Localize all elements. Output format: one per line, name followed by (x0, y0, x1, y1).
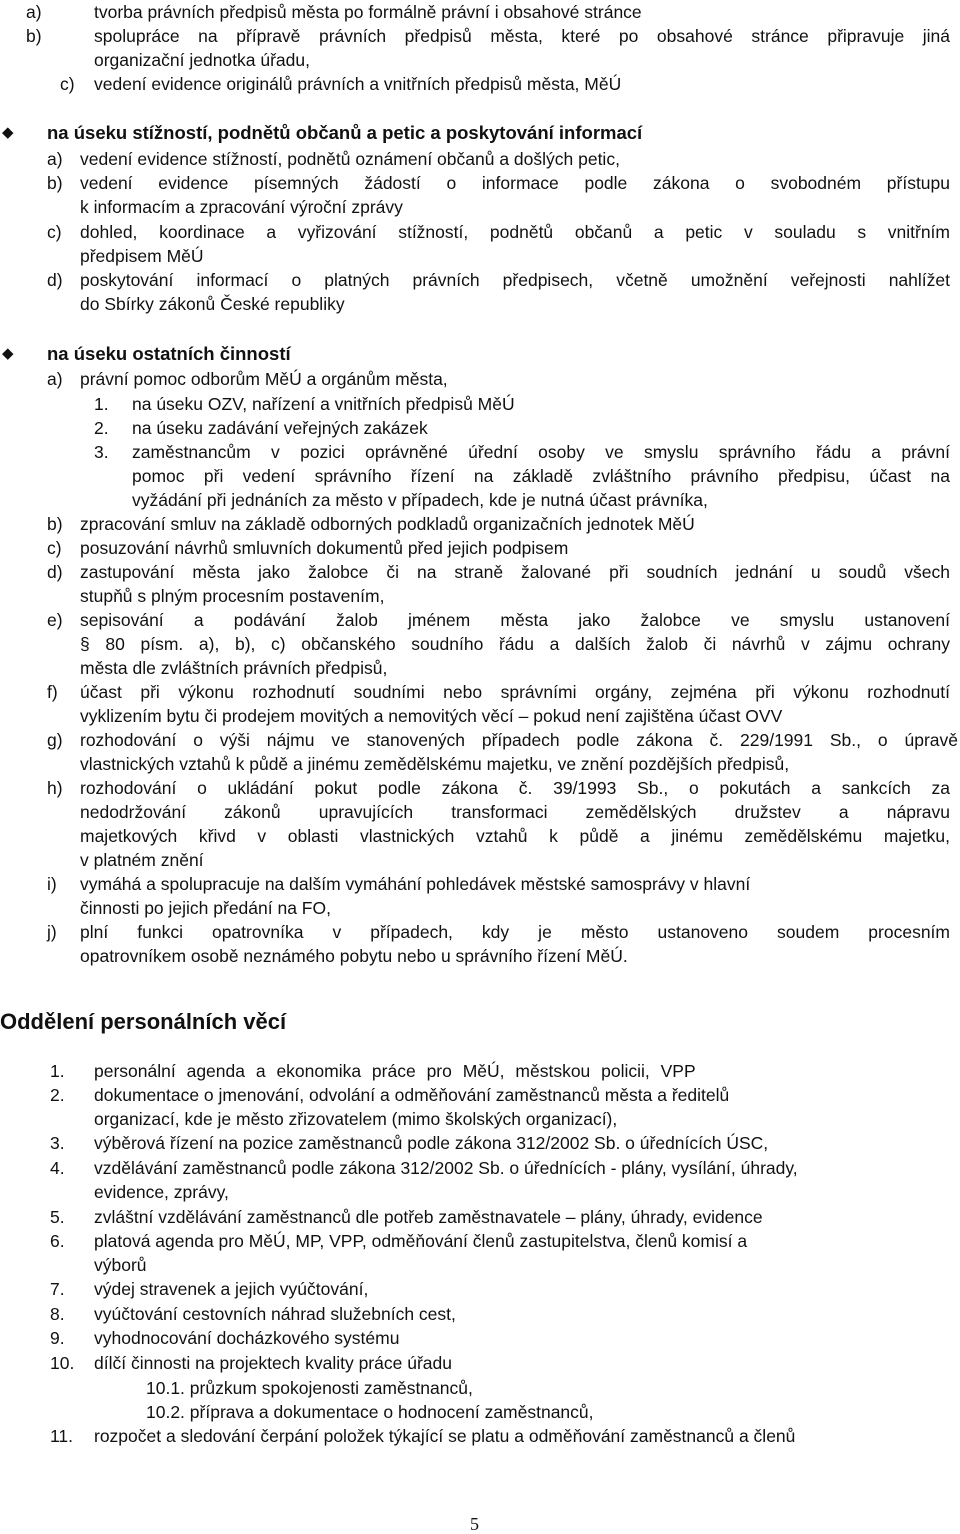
list-marker: h) (47, 778, 63, 798)
list-item-text: vyhodnocování docházkového systému (94, 1328, 400, 1348)
list-item-text: vedení evidence písemných žádostí o informace podle zákona o svobodném přístupu (80, 173, 950, 193)
list-marker: i) (47, 874, 57, 894)
list-item-text: posuzování návrhů smluvních dokumentů před jejich podpisem (80, 538, 569, 558)
list-marker: 10. (50, 1353, 75, 1373)
list-item-text: vymáhá a spolupracuje na dalším vymáhání pohledávek městské samosprávy v hlavní (80, 874, 751, 894)
list-item-text: předpisem MěÚ (80, 246, 204, 266)
list-item-text: spolupráce na přípravě právních předpisů města, které po obsahové stránce připravuje jiná (94, 26, 950, 46)
list-marker: a) (47, 149, 63, 169)
list-item-text: města dle zvláštních právních předpisů, (80, 658, 388, 678)
list-item-text: organizační jednotka úřadu, (94, 50, 310, 70)
list-item-text: nedodržování zákonů upravujících transformaci zemědělských družstev a nápravu (80, 802, 950, 822)
list-item-text: evidence, zprávy, (94, 1182, 229, 1202)
list-item-text: poskytování informací o platných právních předpisech, včetně umožnění veřejnosti nahlížet (80, 270, 950, 290)
list-item-text: zastupování města jako žalobce či na straně žalované při soudních jednání u soudů všech (80, 562, 950, 582)
list-marker: j) (47, 922, 57, 942)
list-marker: b) (47, 173, 63, 193)
list-item-text: vyúčtování cestovních náhrad služebních cest, (94, 1304, 456, 1324)
list-marker: e) (47, 610, 63, 630)
list-item-text: vyžádání při jednáních za město v případech, kde je nutná účast právníka, (132, 490, 708, 510)
list-item-text: do Sbírky zákonů České republiky (80, 294, 345, 314)
list-marker: 4. (50, 1158, 65, 1178)
list-item-text: stupňů s plným procesním postavením, (80, 586, 385, 606)
list-item-text: v platném znění (80, 850, 204, 870)
list-marker: 5. (50, 1207, 65, 1227)
list-item-text: k informacím a zpracování výroční zprávy (80, 197, 403, 217)
section-heading: na úseku stížností, podnětů občanů a petic a poskytování informací (47, 122, 643, 143)
list-marker: 3. (94, 442, 109, 462)
list-item-text: výborů (94, 1255, 147, 1275)
list-marker: 11. (50, 1426, 74, 1446)
section-heading: na úseku ostatních činností (47, 343, 291, 364)
list-marker: d) (47, 562, 63, 582)
diamond-bullet-icon: ◆ (2, 345, 14, 362)
list-marker: f) (47, 682, 58, 702)
list-marker: 1. (50, 1061, 65, 1081)
list-item-text: činnosti po jejich předání na FO, (80, 898, 331, 918)
list-item-text: rozhodování o výši nájmu ve stanovených případech podle zákona č. 229/1991 Sb., o úpravě (80, 730, 958, 750)
list-marker: 9. (50, 1328, 65, 1348)
list-marker: g) (47, 730, 63, 750)
list-item-text: 10.1. průzkum spokojenosti zaměstnanců, (146, 1378, 473, 1398)
list-item-text: rozhodování o ukládání pokut podle zákona č. 39/1993 Sb., o pokutách a sankcích za (80, 778, 950, 798)
list-item-text: majetkových křivd v oblasti vlastnických vztahů k půdě a jinému zemědělskému majetku, (80, 826, 950, 846)
list-marker: c) (60, 74, 75, 94)
list-marker: c) (47, 538, 62, 558)
list-item-text: vyklizením bytu či prodejem movitých a nemovitých věcí – pokud není zajištěna účast OVV (80, 706, 783, 726)
list-marker: 6. (50, 1231, 65, 1251)
list-marker: a) (47, 369, 63, 389)
list-item-text: dílčí činnosti na projektech kvality práce úřadu (94, 1353, 452, 1373)
list-marker: 3. (50, 1133, 65, 1153)
list-item-text: platová agenda pro MěÚ, MP, VPP, odměňování členů zastupitelstva, členů komisí a (94, 1231, 748, 1251)
list-item-text: opatrovníkem osobě neznámého pobytu nebo u správního řízení MěÚ. (80, 946, 628, 966)
list-item-text: pomoc při vedení správního řízení na základě zvláštního právního předpisu, účast na (132, 466, 950, 486)
list-marker: 2. (50, 1085, 65, 1105)
list-item-text: § 80 písm. a), b), c) občanského soudního řádu a dalších žalob či návrhů v zájmu ochrany (80, 634, 950, 654)
list-marker: 2. (94, 418, 109, 438)
list-marker: 8. (50, 1304, 65, 1324)
list-marker: b) (47, 514, 63, 534)
list-item-text: plní funkci opatrovníka v případech, kdy je město ustanoveno soudem procesním (80, 922, 950, 942)
list-item-text: vedení evidence originálů právních a vnitřních předpisů města, MěÚ (94, 74, 622, 94)
list-item-text: výběrová řízení na pozice zaměstnanců podle zákona 312/2002 Sb. o úřednících ÚSC, (94, 1133, 769, 1153)
list-marker: d) (47, 270, 63, 290)
list-item-text: personální agenda a ekonomika práce pro MěÚ, městskou policii, VPP (94, 1061, 696, 1081)
list-item-text: dokumentace o jmenování, odvolání a odměňování zaměstnanců města a ředitelů (94, 1085, 730, 1105)
list-marker: a) (26, 2, 42, 22)
list-item-text: vzdělávání zaměstnanců podle zákona 312/2002 Sb. o úřednících - plány, vysílání, úhrady, (94, 1158, 798, 1178)
list-marker: 7. (50, 1279, 65, 1299)
list-item-text: zaměstnancům v pozici oprávněné úřední osoby ve smyslu správního řádu a právní (132, 442, 950, 462)
list-marker: 1. (94, 394, 109, 414)
list-item-text: účast při výkonu rozhodnutí soudními nebo správními orgány, zejména při výkonu rozhodnutí (80, 682, 950, 702)
list-item-text: vlastnických vztahů k půdě a jinému zemědělskému majetku, ve znění pozdějších předpisů, (80, 754, 790, 774)
list-item-text: vedení evidence stížností, podnětů oznámení občanů a došlých petic, (80, 149, 620, 169)
list-item-text: sepisování a podávání žalob jménem města jako žalobce ve smyslu ustanovení (80, 610, 950, 630)
list-item-text: zvláštní vzdělávání zaměstnanců dle potřeb zaměstnavatele – plány, úhrady, evidence (94, 1207, 763, 1227)
list-item-text: rozpočet a sledování čerpání položek týkající se platu a odměňování zaměstnanců a členů (94, 1426, 796, 1446)
list-item-text: zpracování smluv na základě odborných podkladů organizačních jednotek MěÚ (80, 514, 695, 534)
list-item-text: právní pomoc odborům MěÚ a orgánům města, (80, 369, 448, 389)
list-item-text: dohled, koordinace a vyřizování stížností, podnětů občanů a petic v souladu s vnitřním (80, 222, 950, 242)
section-title: Oddělení personálních věcí (0, 1009, 287, 1034)
list-item-text: výdej stravenek a jejich vyúčtování, (94, 1279, 369, 1299)
list-item-text: organizací, kde je město zřizovatelem (mimo školských organizací), (94, 1109, 618, 1129)
list-item-text: na úseku zadávání veřejných zakázek (132, 418, 428, 438)
list-marker: b) (26, 26, 42, 46)
page-number: 5 (470, 1514, 479, 1534)
list-item-text: na úseku OZV, nařízení a vnitřních předpisů MěÚ (132, 394, 515, 414)
diamond-bullet-icon: ◆ (2, 124, 14, 141)
list-item-text: 10.2. příprava a dokumentace o hodnocení zaměstnanců, (146, 1402, 594, 1422)
list-item-text: tvorba právních předpisů města po formálně právní i obsahové stránce (94, 2, 642, 22)
list-marker: c) (47, 222, 62, 242)
